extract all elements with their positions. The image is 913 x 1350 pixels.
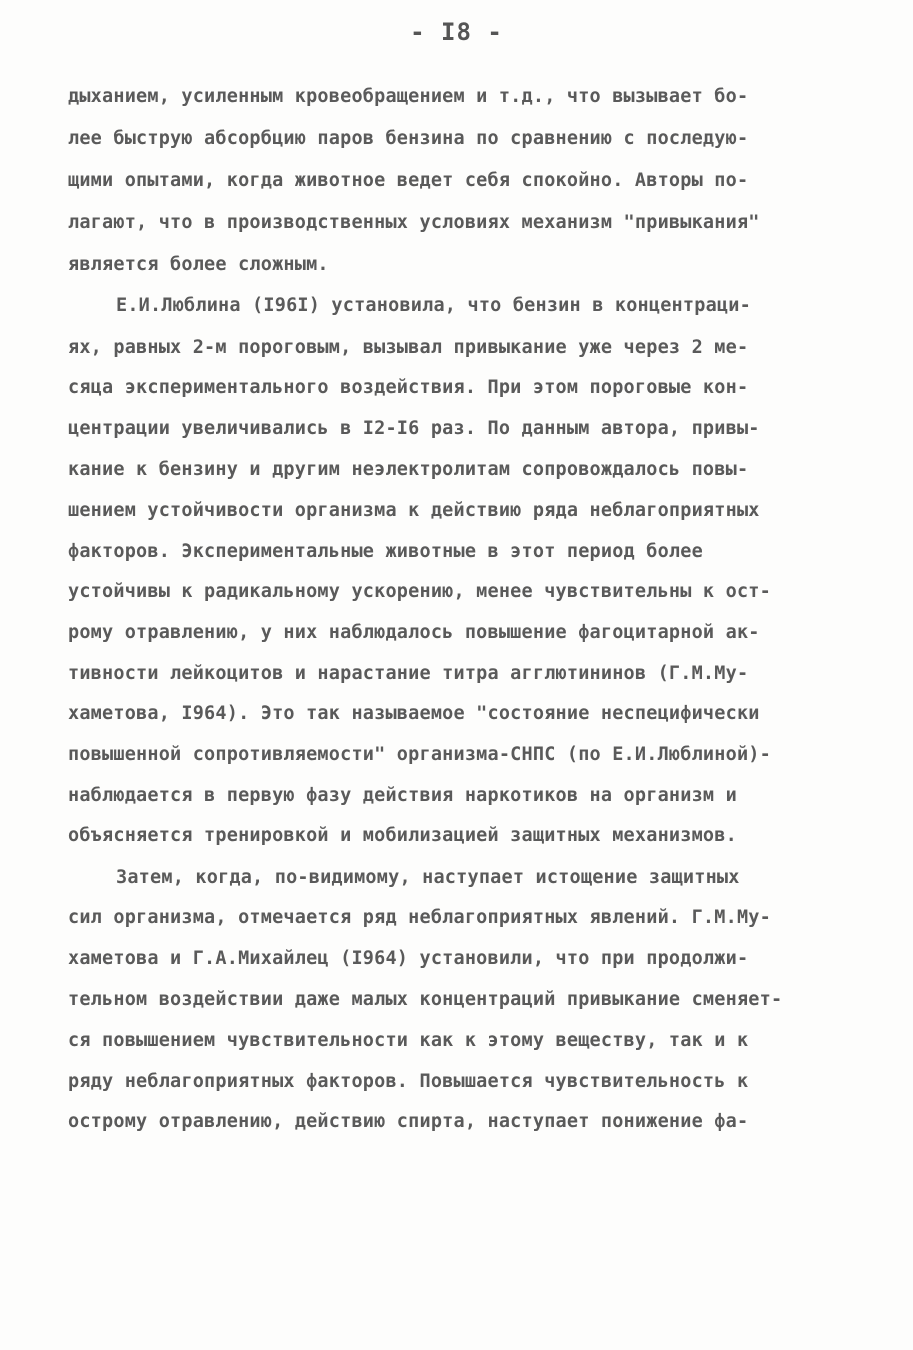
text-line: ряду неблагоприятных факторов. Повышается чувствительность к: [68, 1071, 749, 1092]
text-line: острому отравлению, действию спирта, наступает понижение фа-: [68, 1111, 749, 1132]
text-line: дыханием, усиленным кровеобращением и т.д., что вызывает бо-: [68, 86, 749, 107]
text-line: хаметова и Г.А.Михайлец (I964) установили, что при продолжи-: [68, 948, 749, 969]
text-line: повышенной сопротивляемости" организма-СНПС (по Е.И.Люблиной)-: [68, 744, 771, 765]
text-line: Затем, когда, по-видимому, наступает истощение защитных: [116, 867, 740, 888]
text-line: щими опытами, когда животное ведет себя спокойно. Авторы по-: [68, 170, 749, 191]
text-line: центрации увеличивались в I2-I6 раз. По данным автора, привы-: [68, 418, 760, 439]
text-line: объясняется тренировкой и мобилизацией защитных механизмов.: [68, 825, 737, 846]
text-line: сил организма, отмечается ряд неблагоприятных явлений. Г.М.Му-: [68, 907, 771, 928]
page-number: - I8 -: [410, 18, 503, 46]
text-line: ся повышением чувствительности как к этому веществу, так и к: [68, 1030, 749, 1051]
text-line: рому отравлению, у них наблюдалось повышение фагоцитарной ак-: [68, 622, 760, 643]
text-line: тельном воздействии даже малых концентраций привыкание сменяет-: [68, 989, 783, 1010]
text-line: лее быструю абсорбцию паров бензина по сравнению с последую-: [68, 128, 749, 149]
text-line: ях, равных 2-м пороговым, вызывал привыкание уже через 2 ме-: [68, 337, 749, 358]
text-line: является более сложным.: [68, 254, 329, 275]
text-line: устойчивы к радикальному ускорению, менее чувствительны к ост-: [68, 581, 771, 602]
text-line: факторов. Экспериментальные животные в этот период более: [68, 541, 703, 562]
text-line: тивности лейкоцитов и нарастание титра агглютининов (Г.М.Му-: [68, 663, 749, 684]
text-line: сяца экспериментального воздействия. При этом пороговые кон-: [68, 377, 749, 398]
text-line: шением устойчивости организма к действию ряда неблагоприятных: [68, 500, 760, 521]
text-line: кание к бензину и другим неэлектролитам сопровождалось повы-: [68, 459, 749, 480]
text-line: наблюдается в первую фазу действия наркотиков на организм и: [68, 785, 737, 806]
text-line: лагают, что в производственных условиях механизм "привыкания": [68, 212, 760, 233]
text-line: хаметова, I964). Это так называемое "состояние неспецифически: [68, 703, 760, 724]
text-line: Е.И.Люблина (I96I) установила, что бензин в концентраци-: [116, 295, 751, 316]
